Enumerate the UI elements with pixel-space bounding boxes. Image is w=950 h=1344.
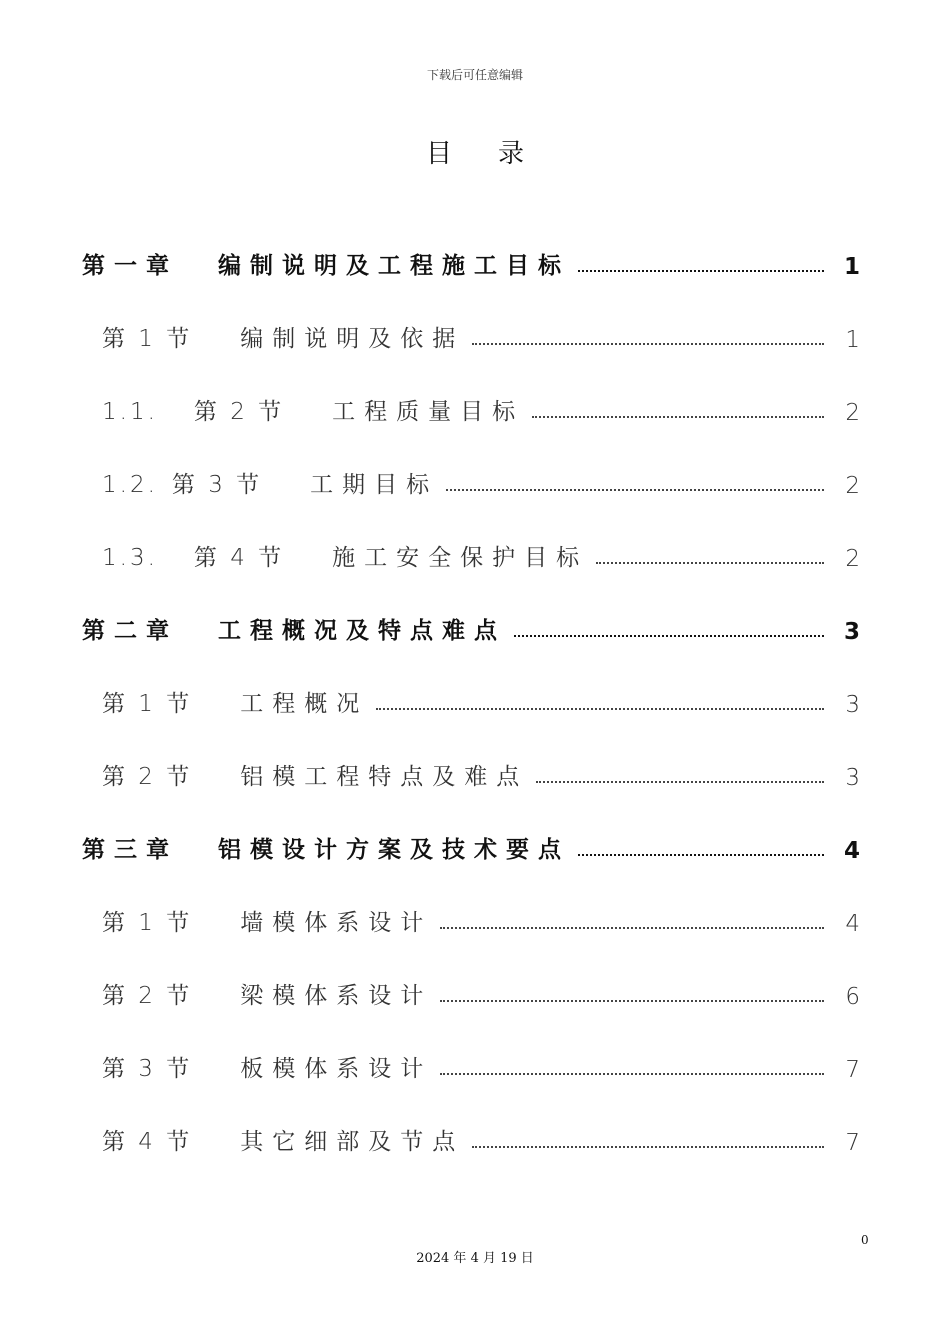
toc-entry-title: 工期目标 xyxy=(310,472,439,498)
toc-entry-label xyxy=(0,831,572,864)
toc-title: 目录 xyxy=(425,139,570,169)
toc-entry-number: 第三章 xyxy=(82,837,178,863)
toc-entry-section[interactable] xyxy=(0,1043,950,1083)
toc-entry-number: 第 4 节 xyxy=(102,1129,193,1155)
toc-entry-prefix: 1.1. xyxy=(102,399,158,425)
toc-entry-label xyxy=(0,758,530,791)
toc-entry-section[interactable] xyxy=(0,751,950,791)
toc-entry-label xyxy=(0,320,466,353)
toc-entry-label xyxy=(0,393,526,426)
toc-entry-number: 第 2 节 xyxy=(102,983,193,1009)
toc-entry-title: 编制说明及依据 xyxy=(240,326,465,352)
toc-entry-number: 第 4 节 xyxy=(193,545,285,571)
header-note: 下载后可任意编辑 xyxy=(426,68,523,82)
toc-entry-chapter-1[interactable] xyxy=(0,240,950,280)
toc-leader-dots xyxy=(532,416,824,418)
toc-entry-page: 4 xyxy=(845,911,860,937)
toc-entry-number: 第二章 xyxy=(82,618,178,644)
toc-entry-number: 第 3 节 xyxy=(171,472,263,498)
toc-entry-section[interactable] xyxy=(0,678,950,718)
footer-date: 2024 年 4 月 19 日 xyxy=(416,1251,534,1266)
toc-leader-dots xyxy=(440,1073,824,1075)
toc-leader-dots xyxy=(578,854,824,856)
toc-entry-section[interactable] xyxy=(0,532,950,572)
toc-entry-number: 第 3 节 xyxy=(102,1056,193,1082)
toc-entry-chapter-2[interactable] xyxy=(0,605,950,645)
toc-entry-title: 板模体系设计 xyxy=(240,1056,433,1082)
toc-entry-title: 梁模体系设计 xyxy=(240,983,433,1009)
toc-entry-chapter-3[interactable] xyxy=(0,824,950,864)
toc-entry-title: 墙模体系设计 xyxy=(240,910,433,936)
toc-leader-dots xyxy=(472,1146,824,1148)
toc-entry-page: 6 xyxy=(845,984,860,1010)
toc-leader-dots xyxy=(536,781,824,783)
toc-entry-label xyxy=(0,612,508,645)
toc-entry-title: 铝模设计方案及技术要点 xyxy=(218,837,570,863)
toc-leader-dots xyxy=(440,1000,824,1002)
toc-entry-title: 工程概况 xyxy=(240,691,369,717)
toc-entry-page: 2 xyxy=(845,400,860,426)
toc-entry-prefix: 1.3. xyxy=(102,545,158,571)
toc-entry-label xyxy=(0,1050,434,1083)
toc-entry-title: 施工安全保护目标 xyxy=(332,545,589,571)
toc-entry-page: 3 xyxy=(845,692,860,718)
toc-entry-title: 铝模工程特点及难点 xyxy=(240,764,529,790)
toc-leader-dots xyxy=(472,343,824,345)
toc-entry-label xyxy=(0,685,370,718)
toc-entry-label xyxy=(0,466,440,499)
toc-leader-dots xyxy=(446,489,824,491)
toc-entry-page: 1 xyxy=(843,254,860,280)
toc-entry-prefix: 1.2. xyxy=(102,472,158,498)
footer-page-number: 0 xyxy=(861,1233,869,1247)
toc-entry-label xyxy=(0,1123,466,1156)
toc-entry-label xyxy=(0,977,434,1010)
toc-entry-number: 第一章 xyxy=(82,253,178,279)
toc-leader-dots xyxy=(596,562,824,564)
toc-entry-label xyxy=(0,247,572,280)
toc-entry-section[interactable] xyxy=(0,313,950,353)
toc-entry-label xyxy=(0,539,590,572)
toc-entry-page: 7 xyxy=(845,1130,860,1156)
toc-entry-page: 2 xyxy=(845,473,860,499)
toc-entry-section[interactable] xyxy=(0,1116,950,1156)
toc-entry-page: 3 xyxy=(843,619,860,645)
toc-entry-number: 第 1 节 xyxy=(102,691,193,717)
toc-entry-number: 第 2 节 xyxy=(102,764,193,790)
toc-leader-dots xyxy=(440,927,824,929)
toc-entry-title: 编制说明及工程施工目标 xyxy=(218,253,570,279)
toc-leader-dots xyxy=(578,270,824,272)
toc-entry-section[interactable] xyxy=(0,970,950,1010)
toc-entry-page: 7 xyxy=(845,1057,860,1083)
toc-leader-dots xyxy=(376,708,824,710)
toc-entry-section[interactable] xyxy=(0,459,950,499)
toc-entry-number: 第 1 节 xyxy=(102,910,193,936)
toc-entry-label xyxy=(0,904,434,937)
toc-entry-page: 1 xyxy=(845,327,860,353)
toc-entry-title: 工程概况及特点难点 xyxy=(218,618,506,644)
toc-entry-page: 3 xyxy=(845,765,860,791)
toc-entry-title: 工程质量目标 xyxy=(332,399,525,425)
toc-entry-section[interactable] xyxy=(0,386,950,426)
toc-entry-title: 其它细部及节点 xyxy=(240,1129,465,1155)
toc-entry-number: 第 1 节 xyxy=(102,326,193,352)
toc-entry-section[interactable] xyxy=(0,897,950,937)
toc-entry-page: 4 xyxy=(843,838,860,864)
toc-entry-number: 第 2 节 xyxy=(193,399,285,425)
toc-entry-page: 2 xyxy=(845,546,860,572)
toc-leader-dots xyxy=(514,635,824,637)
